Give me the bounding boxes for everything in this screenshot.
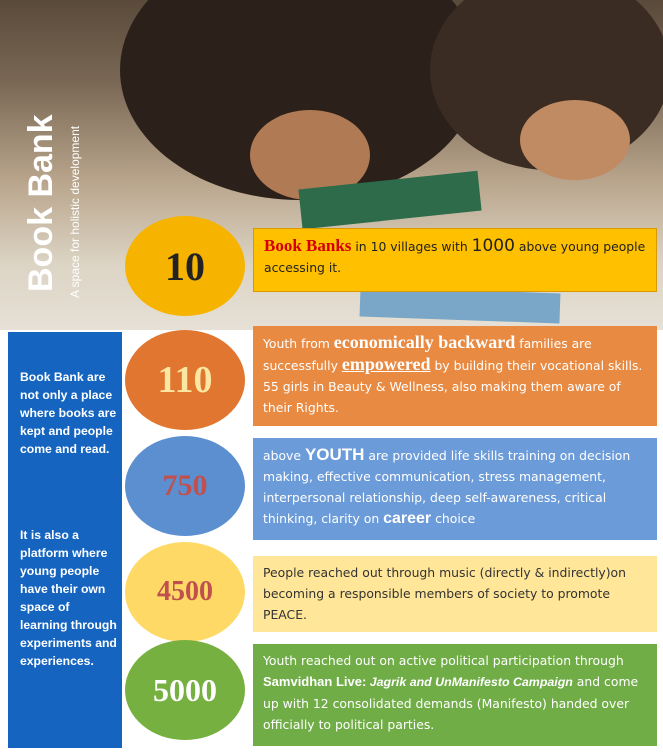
stat-text: in 10 villages with	[351, 239, 472, 254]
stat-text: Youth from	[263, 336, 334, 351]
stat-circle-750	[125, 436, 245, 536]
stat-highlight: empowered	[341, 354, 431, 374]
sidebar	[8, 332, 122, 748]
stat-circle-10	[125, 216, 245, 316]
stat-text: choice	[431, 511, 476, 526]
stat-text: and come up with 12 consolidated demands (Manifesto) handed over officially to political parties.	[263, 674, 639, 732]
stat-circle-5000	[125, 640, 245, 740]
stat-number: 110	[157, 359, 213, 401]
stat-text: families are successfully	[263, 336, 592, 373]
stat-highlight: 1000	[471, 236, 515, 256]
stat-circle-110	[125, 330, 245, 430]
book-shape	[360, 287, 561, 324]
sidebar-paragraph-1: Book Bank are not only a place where books are kept and people come and read.	[20, 370, 117, 456]
stat-circle-4500	[125, 542, 245, 642]
stat-number: 4500	[157, 576, 213, 607]
stat-box-10	[253, 228, 657, 292]
stat-text: are provided life skills training on decision making, effective communication, stress management, interpersonal relationship, deep self-awareness, critical thinking, clarity on	[263, 448, 631, 526]
child-face-shape-2	[520, 100, 630, 180]
stat-highlight: YOUTH	[304, 445, 365, 464]
page-title: Book Bank	[22, 114, 60, 292]
vertical-title	[8, 30, 108, 300]
sidebar-paragraph-2: It is also a platform where young people have their own space of learning through experiments and experiences.	[20, 528, 117, 668]
stat-highlight: Samvidhan Live:	[263, 674, 367, 689]
stat-box-5000	[253, 644, 657, 746]
stat-text: by building their vocational skills. 55 girls in Beauty & Wellness, also making them aware of their Rights.	[263, 358, 643, 415]
stat-box-4500	[253, 556, 657, 632]
stat-text: Youth reached out on active political participation through	[263, 653, 624, 668]
stat-box-110	[253, 326, 657, 426]
stat-highlight: Book Banks	[264, 236, 352, 255]
stat-text: People reached out through music (directly & indirectly)on becoming a responsible members of society to promote PEACE.	[263, 565, 626, 622]
stat-text: above young people accessing it.	[264, 239, 646, 275]
stat-number: 10	[165, 243, 205, 289]
stat-text: above	[263, 448, 305, 463]
stat-number: 5000	[153, 671, 217, 708]
stat-box-750	[253, 438, 657, 540]
stat-highlight: career	[383, 510, 432, 527]
page-subtitle: A space for holistic development	[68, 125, 82, 298]
stat-highlight: economically backward	[333, 332, 516, 352]
stat-highlight: Jagrik and UnManifesto Campaign	[366, 675, 573, 689]
stat-number: 750	[162, 469, 208, 502]
